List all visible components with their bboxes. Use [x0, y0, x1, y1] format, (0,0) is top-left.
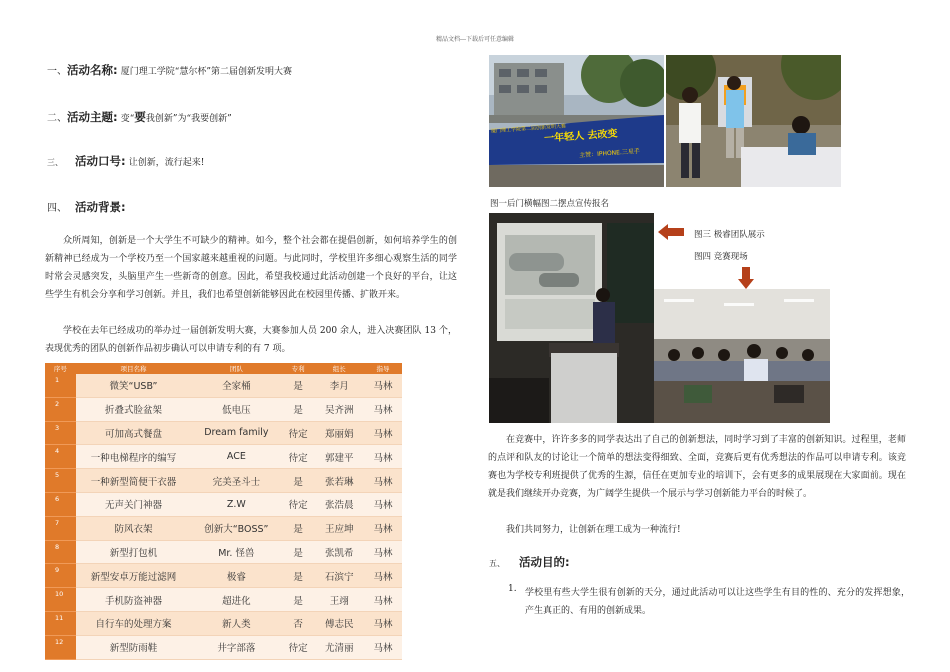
column-header-advisor: 指导: [364, 363, 402, 374]
cell-advisor: 马林: [364, 611, 402, 635]
cell-leader: 王应坤: [315, 516, 364, 540]
cell-patent: 是: [282, 516, 315, 540]
cell-patent: 是: [282, 397, 315, 421]
cell-team: Dream family: [191, 421, 282, 445]
table-row: [45, 635, 402, 659]
photo-team-presentation: [489, 213, 654, 423]
photo-registration-stand: [666, 55, 841, 187]
background-paragraph-1: 众所周知，创新是一个大学生不可缺少的精神。如今，整个社会都在提倡创新，如何培养学生的创新精神已经成为一个学校乃至一个国家越来越重视的问题。与此同时，学校里许多细心观察生活的同学时常会灵感突发，头脑里产生一些新奇的创意。因此，希望我校通过此活动创建一个良好的平台，让这些学生有机会分享和学习创新。并且，我们也希望创新能够因此在校园里传播、扩散开来。: [45, 236, 457, 300]
section-number: 一、: [47, 66, 67, 77]
caption-fig4: 图四 竞赛现场: [694, 252, 748, 262]
cell-advisor: 马林: [364, 469, 402, 493]
result-paragraph: 在竞赛中，许许多多的同学表达出了自己的创新想法，同时学习到了丰富的创新知识。过程里，老师的点评和队友的讨论让一个简单的想法变得细致、全面，竞赛后更有优秀想法的作品可以申请专利。该竞赛也为学校专利班提供了优秀的生源，信任在更加专业的培训下，会有更多的成果展现在大家面前。现在就是我们继续开办竞赛，为广阔学生提供一个展示与学习创新能力平台的时候了。: [488, 435, 906, 499]
cell-advisor: 马林: [364, 397, 402, 421]
cell-no: 2: [45, 397, 76, 421]
table-row: [45, 564, 402, 588]
cell-team: 创新大“BOSS”: [191, 516, 282, 540]
cell-leader: 张浩晨: [315, 492, 364, 516]
cell-no: 10: [45, 588, 76, 612]
cell-team: 低电压: [191, 397, 282, 421]
table-row: [45, 374, 402, 397]
cell-team: Z.W: [191, 492, 282, 516]
cell-patent: 是: [282, 588, 315, 612]
cell-no: 12: [45, 635, 76, 659]
section-activity-purpose: [489, 554, 570, 570]
section-label: 活动口号:: [75, 154, 126, 168]
background-paragraph-2: 学校在去年已经成功的举办过一届创新发明大赛，大赛参加人员 200 余人，进入决赛团队 13 个，表现优秀的团队的创新作品初步确认可以申请专利的有 7 项。: [45, 326, 457, 354]
cell-project: 一种新型简便干衣器: [76, 469, 191, 493]
cell-patent: 是: [282, 540, 315, 564]
cell-project: 自行车的处理方案: [76, 611, 191, 635]
cell-no: 7: [45, 516, 76, 540]
cell-advisor: 马林: [364, 445, 402, 469]
photo-back-gate-banner: [489, 55, 664, 187]
cell-team: 新人类: [191, 611, 282, 635]
cell-leader: 傅志民: [315, 611, 364, 635]
registration-photo-graphic: [666, 55, 841, 187]
section-activity-theme: [47, 109, 232, 125]
table-header-row: [45, 363, 402, 374]
cell-project: 新型防雨鞋: [76, 635, 191, 659]
cell-patent: 是: [282, 564, 315, 588]
cell-project: 防风衣架: [76, 516, 191, 540]
cell-leader: 尤清丽: [315, 635, 364, 659]
cell-patent: 是: [282, 374, 315, 397]
cell-no: 5: [45, 469, 76, 493]
banner-sponsor: 主赞：IPHONE.三星手: [578, 147, 641, 160]
cell-advisor: 马林: [364, 374, 402, 397]
column-header-no: 序号: [45, 363, 76, 374]
caption-top-photos: 图一后门横幅图二摆点宣传报名: [490, 199, 610, 209]
cell-no: 9: [45, 564, 76, 588]
cell-project: 可加高式餐盘: [76, 421, 191, 445]
cell-team: 完美圣斗士: [191, 469, 282, 493]
cell-team: 极睿: [191, 564, 282, 588]
cell-leader: 郑丽娟: [315, 421, 364, 445]
cell-advisor: 马林: [364, 635, 402, 659]
cell-team: 超进化: [191, 588, 282, 612]
purpose-item-1: 学校里有些大学生很有创新的天分，通过此活动可以让这些学生有目的性的、充分的发挥想象，产生真正的、有用的创新成果。: [525, 588, 910, 616]
cell-project: 微笑“USB”: [76, 374, 191, 397]
cell-team: ACE: [191, 445, 282, 469]
cell-project: 手机防盗神器: [76, 588, 191, 612]
page-header: 精品文档---下载后可任意编辑: [435, 36, 515, 43]
section-label: 活动背景:: [75, 200, 126, 214]
section-label: 活动名称:: [67, 63, 118, 77]
banner-text: 厦门理工学院第二届创新发明大赛: [490, 123, 567, 135]
section-activity-name: [47, 62, 292, 78]
column-header-leader: 组长: [315, 363, 364, 374]
cell-leader: 张凯希: [315, 540, 364, 564]
cell-no: 11: [45, 611, 76, 635]
cell-team: 全家桶: [191, 374, 282, 397]
cell-leader: 石滨宁: [315, 564, 364, 588]
banner-photo-graphic: [489, 55, 664, 187]
closing-paragraph: 我们共同努力，让创新在理工成为一种流行!: [506, 525, 681, 535]
column-header-project: 项目名称: [76, 363, 191, 374]
table-row: [45, 492, 402, 516]
section-label: 活动目的:: [519, 555, 570, 569]
table-row: [45, 540, 402, 564]
table-row: [45, 588, 402, 612]
arrow-left-icon: [658, 224, 684, 244]
table-row: [45, 445, 402, 469]
presentation-photo-graphic: [489, 213, 654, 423]
cell-leader: 张若琳: [315, 469, 364, 493]
cell-advisor: 马林: [364, 421, 402, 445]
column-header-team: 团队: [191, 363, 282, 374]
table-row: [45, 397, 402, 421]
cell-project: 折叠式脸盆架: [76, 397, 191, 421]
cell-leader: 郭建平: [315, 445, 364, 469]
section-activity-background: [47, 199, 126, 215]
cell-project: 新型打包机: [76, 540, 191, 564]
section-number: 二、: [47, 113, 67, 124]
section-value-rest: 我创新”为“我要创新”: [145, 114, 232, 124]
cell-patent: 待定: [282, 492, 315, 516]
section-number: 五、: [489, 559, 505, 568]
cell-no: 1: [45, 374, 76, 397]
section-number: 三、: [47, 158, 63, 167]
cell-project: 一种电梯程序的编写: [76, 445, 191, 469]
column-header-patent: 专利: [282, 363, 315, 374]
table-row: [45, 469, 402, 493]
cell-no: 4: [45, 445, 76, 469]
cell-advisor: 马林: [364, 516, 402, 540]
section-value-bold: 要: [134, 110, 146, 124]
competition-photo-graphic: [654, 289, 830, 423]
table-row: [45, 516, 402, 540]
cell-advisor: 马林: [364, 492, 402, 516]
cell-leader: 吴齐洲: [315, 397, 364, 421]
cell-patent: 否: [282, 611, 315, 635]
section-number: 四、: [47, 203, 67, 214]
section-label: 活动主题:: [67, 110, 118, 124]
cell-advisor: 马林: [364, 540, 402, 564]
cell-patent: 待定: [282, 445, 315, 469]
cell-project: 无声关门神器: [76, 492, 191, 516]
cell-leader: 王翊: [315, 588, 364, 612]
cell-no: 3: [45, 421, 76, 445]
cell-no: 8: [45, 540, 76, 564]
cell-patent: 是: [282, 469, 315, 493]
section-value: 让创新，流行起来!: [128, 158, 205, 168]
cell-team: 井字部落: [191, 635, 282, 659]
cell-patent: 待定: [282, 421, 315, 445]
cell-advisor: 马林: [364, 564, 402, 588]
caption-fig3: 图三 极睿团队展示: [694, 230, 765, 240]
section-value: 厦门理工学院“慧尔杯”第二届创新发明大赛: [120, 67, 293, 77]
cell-patent: 待定: [282, 635, 315, 659]
cell-advisor: 马林: [364, 588, 402, 612]
table-row: [45, 611, 402, 635]
cell-leader: 李月: [315, 374, 364, 397]
section-value-prefix: 变“: [120, 114, 135, 124]
section-activity-slogan: [47, 153, 204, 169]
photo-competition-scene: [654, 289, 830, 423]
cell-no: 6: [45, 492, 76, 516]
purpose-item-number: 1.: [508, 584, 517, 594]
cell-project: 新型安卓万能过滤网: [76, 564, 191, 588]
awards-table: [45, 363, 402, 660]
table-row: [45, 421, 402, 445]
cell-team: Mr. 怪兽: [191, 540, 282, 564]
banner-slogan: 一年轻人 去改变: [543, 128, 618, 145]
